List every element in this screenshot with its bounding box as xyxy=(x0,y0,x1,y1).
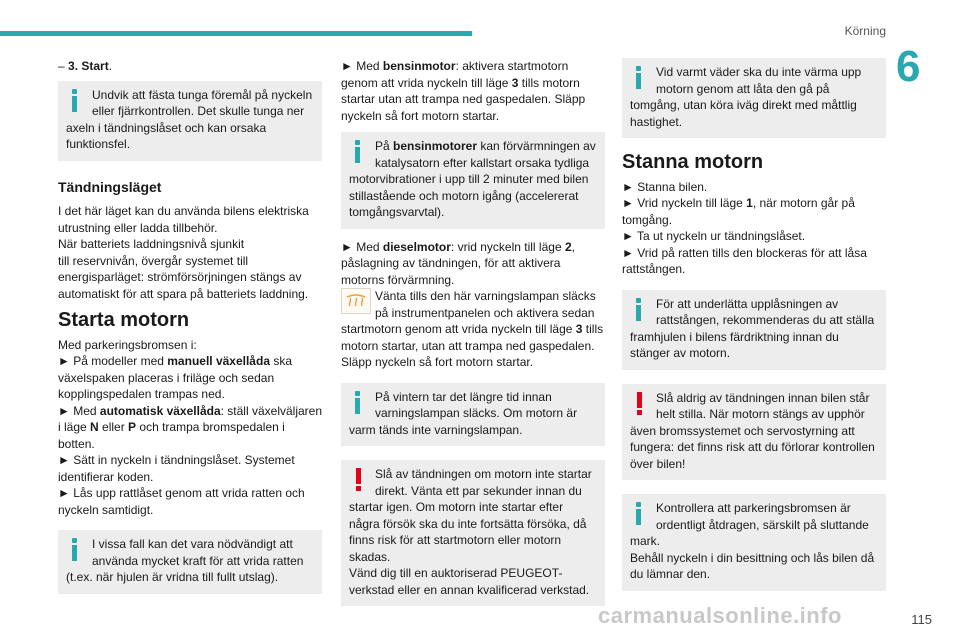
warning-box-text: Slå aldrig av tändningen innan bilen står helt stilla. När motorn stängs av upphör även bromssystemet och servostyrning att fungera: det finns risk att du förlorar kontrollen över bilen! xyxy=(630,390,875,471)
column-1 xyxy=(58,58,322,604)
info-box-text: Behåll nyckeln i din besittning och lås bilen då du lämnar den. xyxy=(630,550,875,581)
watermark: carmanualsonline.info xyxy=(598,603,842,628)
section-title: Körning xyxy=(844,24,886,38)
warning-box-text: Vänd dig till en auktoriserad PEUGEOT-verkstad eller en annan kvalificerad verkstad. xyxy=(349,566,590,597)
warning-box-text: Slå av tändningen om motorn inte startar direkt. Vänta ett par sekunder innan du startar igen. Om motorn inte startar efter några försök ska du inte fortsätta försöka, då finns risk för att startmotorn eller motorn skadas. xyxy=(349,467,592,564)
dash-item: – 3. Start. xyxy=(58,59,113,73)
bullet-item: ► Med dieselmotor: vrid nyckeln till läge 2, påslagning av tändningen, för att aktivera motorns förvärmning. xyxy=(341,239,575,287)
info-box xyxy=(622,494,886,591)
glow-plug-paragraph: Vänta tills den här varningslampan släcks på instrumentpanelen och aktivera sedan startmotorn genom att vrida nyckeln till läge 3 tills motorn startar, utan att trampa ned gaspedalen. Släpp nyckeln så fort motorn startar. xyxy=(341,289,604,369)
info-box-text: På vintern tar det längre tid innan varningslampan släcks. Om motorn är varm tänds inte varningslampan. xyxy=(349,389,578,437)
section-heading: Stanna motorn xyxy=(622,151,764,173)
chapter-number: 6 xyxy=(896,42,921,91)
bullet-item: ► Lås upp rattlåset genom att vrida ratten och nyckeln samtidigt. xyxy=(58,486,305,517)
section-heading: Tändningsläget xyxy=(58,178,162,195)
warning-icon xyxy=(349,466,371,492)
info-box-text: Kontrollera att parkeringsbromsen är ordentligt åtdragen, särskilt på sluttande mark. xyxy=(630,501,869,548)
bullet-item: ► Med automatisk växellåda: ställ växelväljaren i läge N eller P och trampa bromspedalen i botten. xyxy=(58,403,323,451)
info-icon xyxy=(630,296,652,322)
info-icon xyxy=(66,87,88,113)
bullet-item: ► Stanna bilen. xyxy=(622,179,708,194)
section-heading: Starta motorn xyxy=(58,309,190,331)
info-box-text: Undvik att fästa tunga föremål på nyckeln eller fjärrkontrollen. Det skulle tunga ner axeln i tändningslåset och kan orsaka funktionsfel. xyxy=(66,87,313,151)
glow-plug-icon xyxy=(341,288,371,314)
info-box xyxy=(341,383,605,447)
bullet-item: ► Sätt in nyckeln i tändningslåset. Systemet identifierar koden. xyxy=(58,453,295,484)
info-box-text: I vissa fall kan det vara nödvändigt att använda mycket kraft för att vrida ratten (t.ex. när hjulen är vridna till fullt utslag). xyxy=(66,537,304,584)
bullet-item: ► Ta ut nyckeln ur tändningslåset. xyxy=(622,229,806,243)
bullet-item: ► Med bensinmotor: aktivera startmotorn genom att vrida nyckeln till läge 3 tills motorn startar utan att trampa ned gaspedalen. Släpp nyckeln så fort motorn startar. xyxy=(341,59,586,123)
info-box xyxy=(58,530,322,594)
info-icon xyxy=(630,500,652,526)
paragraph: till reservnivån, övergår systemet till energisparläget: strömförsörjningen stängs av automatiskt för att spara på batteriets laddning. xyxy=(58,253,309,301)
info-icon xyxy=(349,138,371,164)
info-box xyxy=(622,290,886,370)
paragraph: När batteriets laddningsnivå sjunkit xyxy=(58,237,245,251)
info-box-text: För att underlätta upplåsningen av rattstången, rekommenderas du att ställa framhjulen i bilens färdriktning innan du stänger av motorn. xyxy=(630,296,875,360)
info-box-text: Vid varmt väder ska du inte värma upp motorn genom att låta den gå på tomgång, utan köra iväg direkt med måttlig hastighet. xyxy=(630,65,862,129)
info-box xyxy=(622,58,886,138)
info-box-text: På bensinmotorer kan förvärmningen av katalysatorn efter kallstart orsaka tydliga motorvibrationer i upp till 2 minuter med bilen stillastående och motorn igång (accelererat tomgångsvarvtal). xyxy=(349,139,596,219)
header-accent-bar xyxy=(0,31,472,36)
info-box xyxy=(58,81,322,161)
page-number: 115 xyxy=(911,612,932,627)
bullet-item: ► Vrid nyckeln till läge 1, när motorn går på tomgång. xyxy=(622,196,855,227)
warning-icon xyxy=(630,390,652,416)
paragraph: I det här läget kan du använda bilens elektriska utrustning eller ladda tillbehör. xyxy=(58,204,309,235)
info-icon xyxy=(349,389,371,415)
bullet-item: ► Vrid på ratten tills den blockeras för att låsa rattstången. xyxy=(622,245,867,276)
warning-box xyxy=(622,384,886,481)
info-box xyxy=(341,132,605,229)
paragraph: Med parkeringsbromsen i: xyxy=(58,337,197,352)
bullet-item: ► På modeller med manuell växellåda ska växelspaken placeras i friläge och sedan kopplingspedalen trampas ned. xyxy=(58,354,293,401)
info-icon xyxy=(66,536,88,562)
info-icon xyxy=(630,64,652,90)
column-3 xyxy=(622,58,886,601)
warning-box xyxy=(341,460,605,606)
column-2 xyxy=(341,58,605,616)
